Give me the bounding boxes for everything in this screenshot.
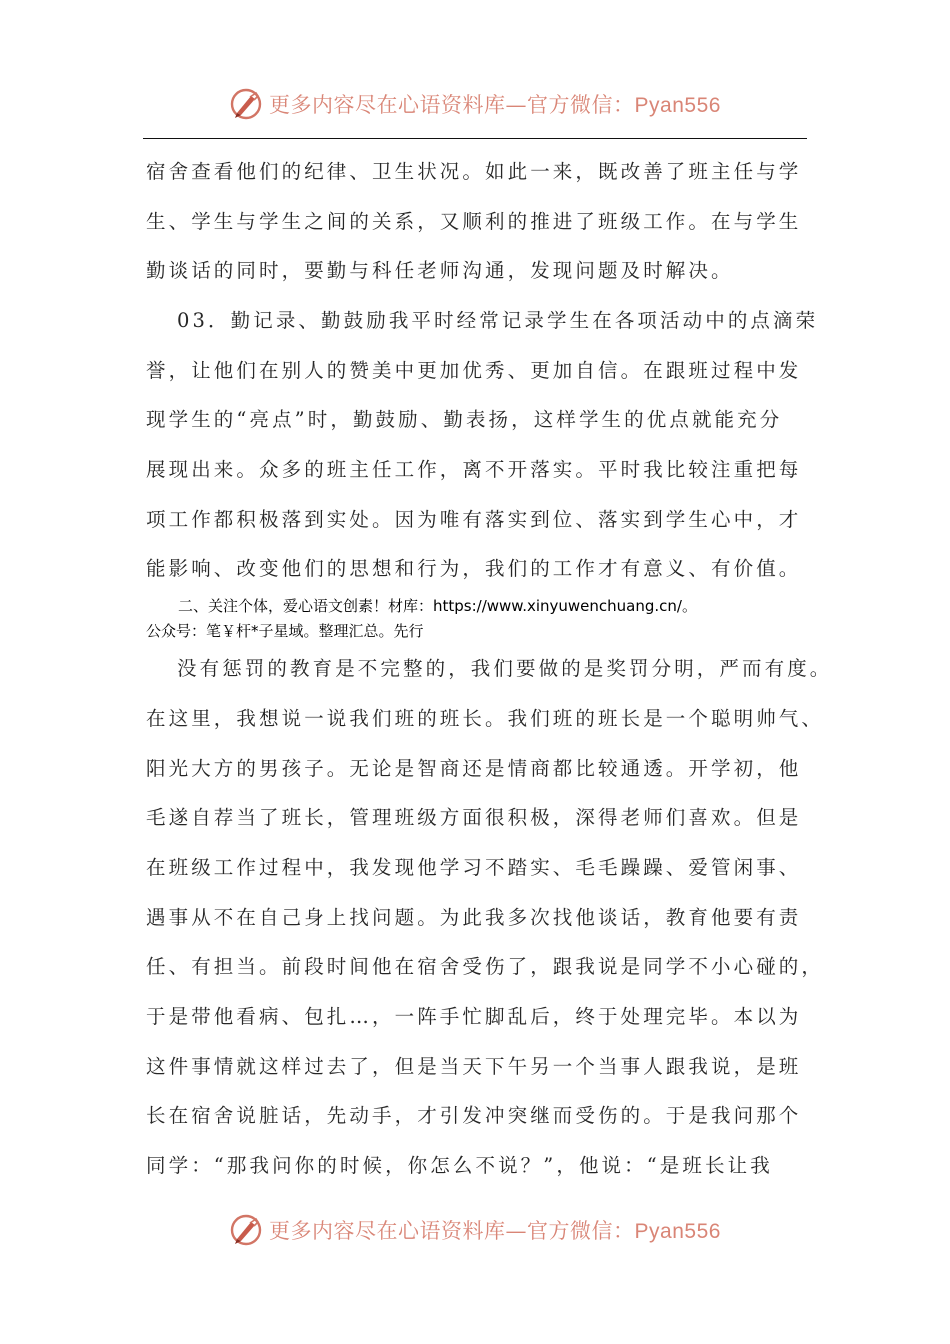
text-line: 长在宿舍说脏话，先动手，才引发冲突继而受伤的。于是我问那个: [146, 1104, 802, 1127]
text-line: 现学生的“亮点”时，勤鼓励、勤表扬，这样学生的优点就能充分: [146, 408, 783, 431]
header-brand-label: 更多内容尽在心语资料库—官方微信：: [269, 93, 635, 117]
notice-line: 二、关注个体，爱心语文创素！材库：https://www.xinyuwenchuang.cn/。: [178, 597, 697, 615]
pen-logo-icon: [229, 1213, 263, 1247]
text-line: 任、有担当。前段时间他在宿舍受伤了，跟我说是同学不小心碰的，: [146, 955, 825, 978]
pen-logo-icon: [229, 87, 263, 121]
text-line: 能影响、改变他们的思想和行为，我们的工作才有意义、有价值。: [146, 557, 802, 580]
text-line: 阳光大方的男孩子。无论是智商还是情商都比较通透。开学初，他: [146, 757, 802, 780]
text-line: 没有惩罚的教育是不完整的，我们要做的是奖罚分明，严而有度。: [177, 657, 833, 680]
text-line: 同学：“那我问你的时候，你怎么不说？”，他说：“是班长让我: [146, 1154, 773, 1177]
text-line: 遇事从不在自己身上找问题。为此我多次找他谈话，教育他要有责: [146, 906, 802, 929]
text-line: 在这里，我想说一说我们班的班长。我们班的班长是一个聪明帅气、: [146, 707, 825, 730]
text-line: 誉，让他们在别人的赞美中更加优秀、更加自信。在跟班过程中发: [146, 359, 802, 382]
notice-line: 公众号：笔￥杆*子星域。整理汇总。先行: [146, 622, 424, 640]
header-brand-text: [269, 89, 721, 119]
footer-brand-text: [269, 1215, 721, 1245]
text-line: 03．勤记录、勤鼓励我平时经常记录学生在各项活动中的点滴荣: [177, 309, 819, 332]
text-line: 毛遂自荐当了班长，管理班级方面很积极，深得老师们喜欢。但是: [146, 806, 802, 829]
text-line: 生、学生与学生之间的关系，又顺利的推进了班级工作。在与学生: [146, 210, 802, 233]
footer-wechat-id: Pyan556: [634, 1220, 721, 1243]
text-line: 展现出来。众多的班主任工作，离不开落实。平时我比较注重把每: [146, 458, 802, 481]
text-line: 勤谈话的同时，要勤与科任老师沟通，发现问题及时解决。: [146, 259, 734, 282]
footer-brand-label: 更多内容尽在心语资料库—官方微信：: [269, 1219, 635, 1243]
text-line: 于是带他看病、包扎…，一阵手忙脚乱后，终于处理完毕。本以为: [146, 1005, 802, 1028]
page-header: [0, 84, 950, 124]
text-line: 项工作都积极落到实处。因为唯有落实到位、落实到学生心中，才: [146, 508, 802, 531]
page-footer: [0, 1210, 950, 1250]
header-wechat-id: Pyan556: [634, 94, 721, 117]
text-line: 这件事情就这样过去了，但是当天下午另一个当事人跟我说，是班: [146, 1055, 802, 1078]
text-line: 在班级工作过程中，我发现他学习不踏实、毛毛躁躁、爱管闲事、: [146, 856, 802, 879]
header-divider: [143, 138, 807, 139]
text-line: 宿舍查看他们的纪律、卫生状况。如此一来，既改善了班主任与学: [146, 160, 802, 183]
